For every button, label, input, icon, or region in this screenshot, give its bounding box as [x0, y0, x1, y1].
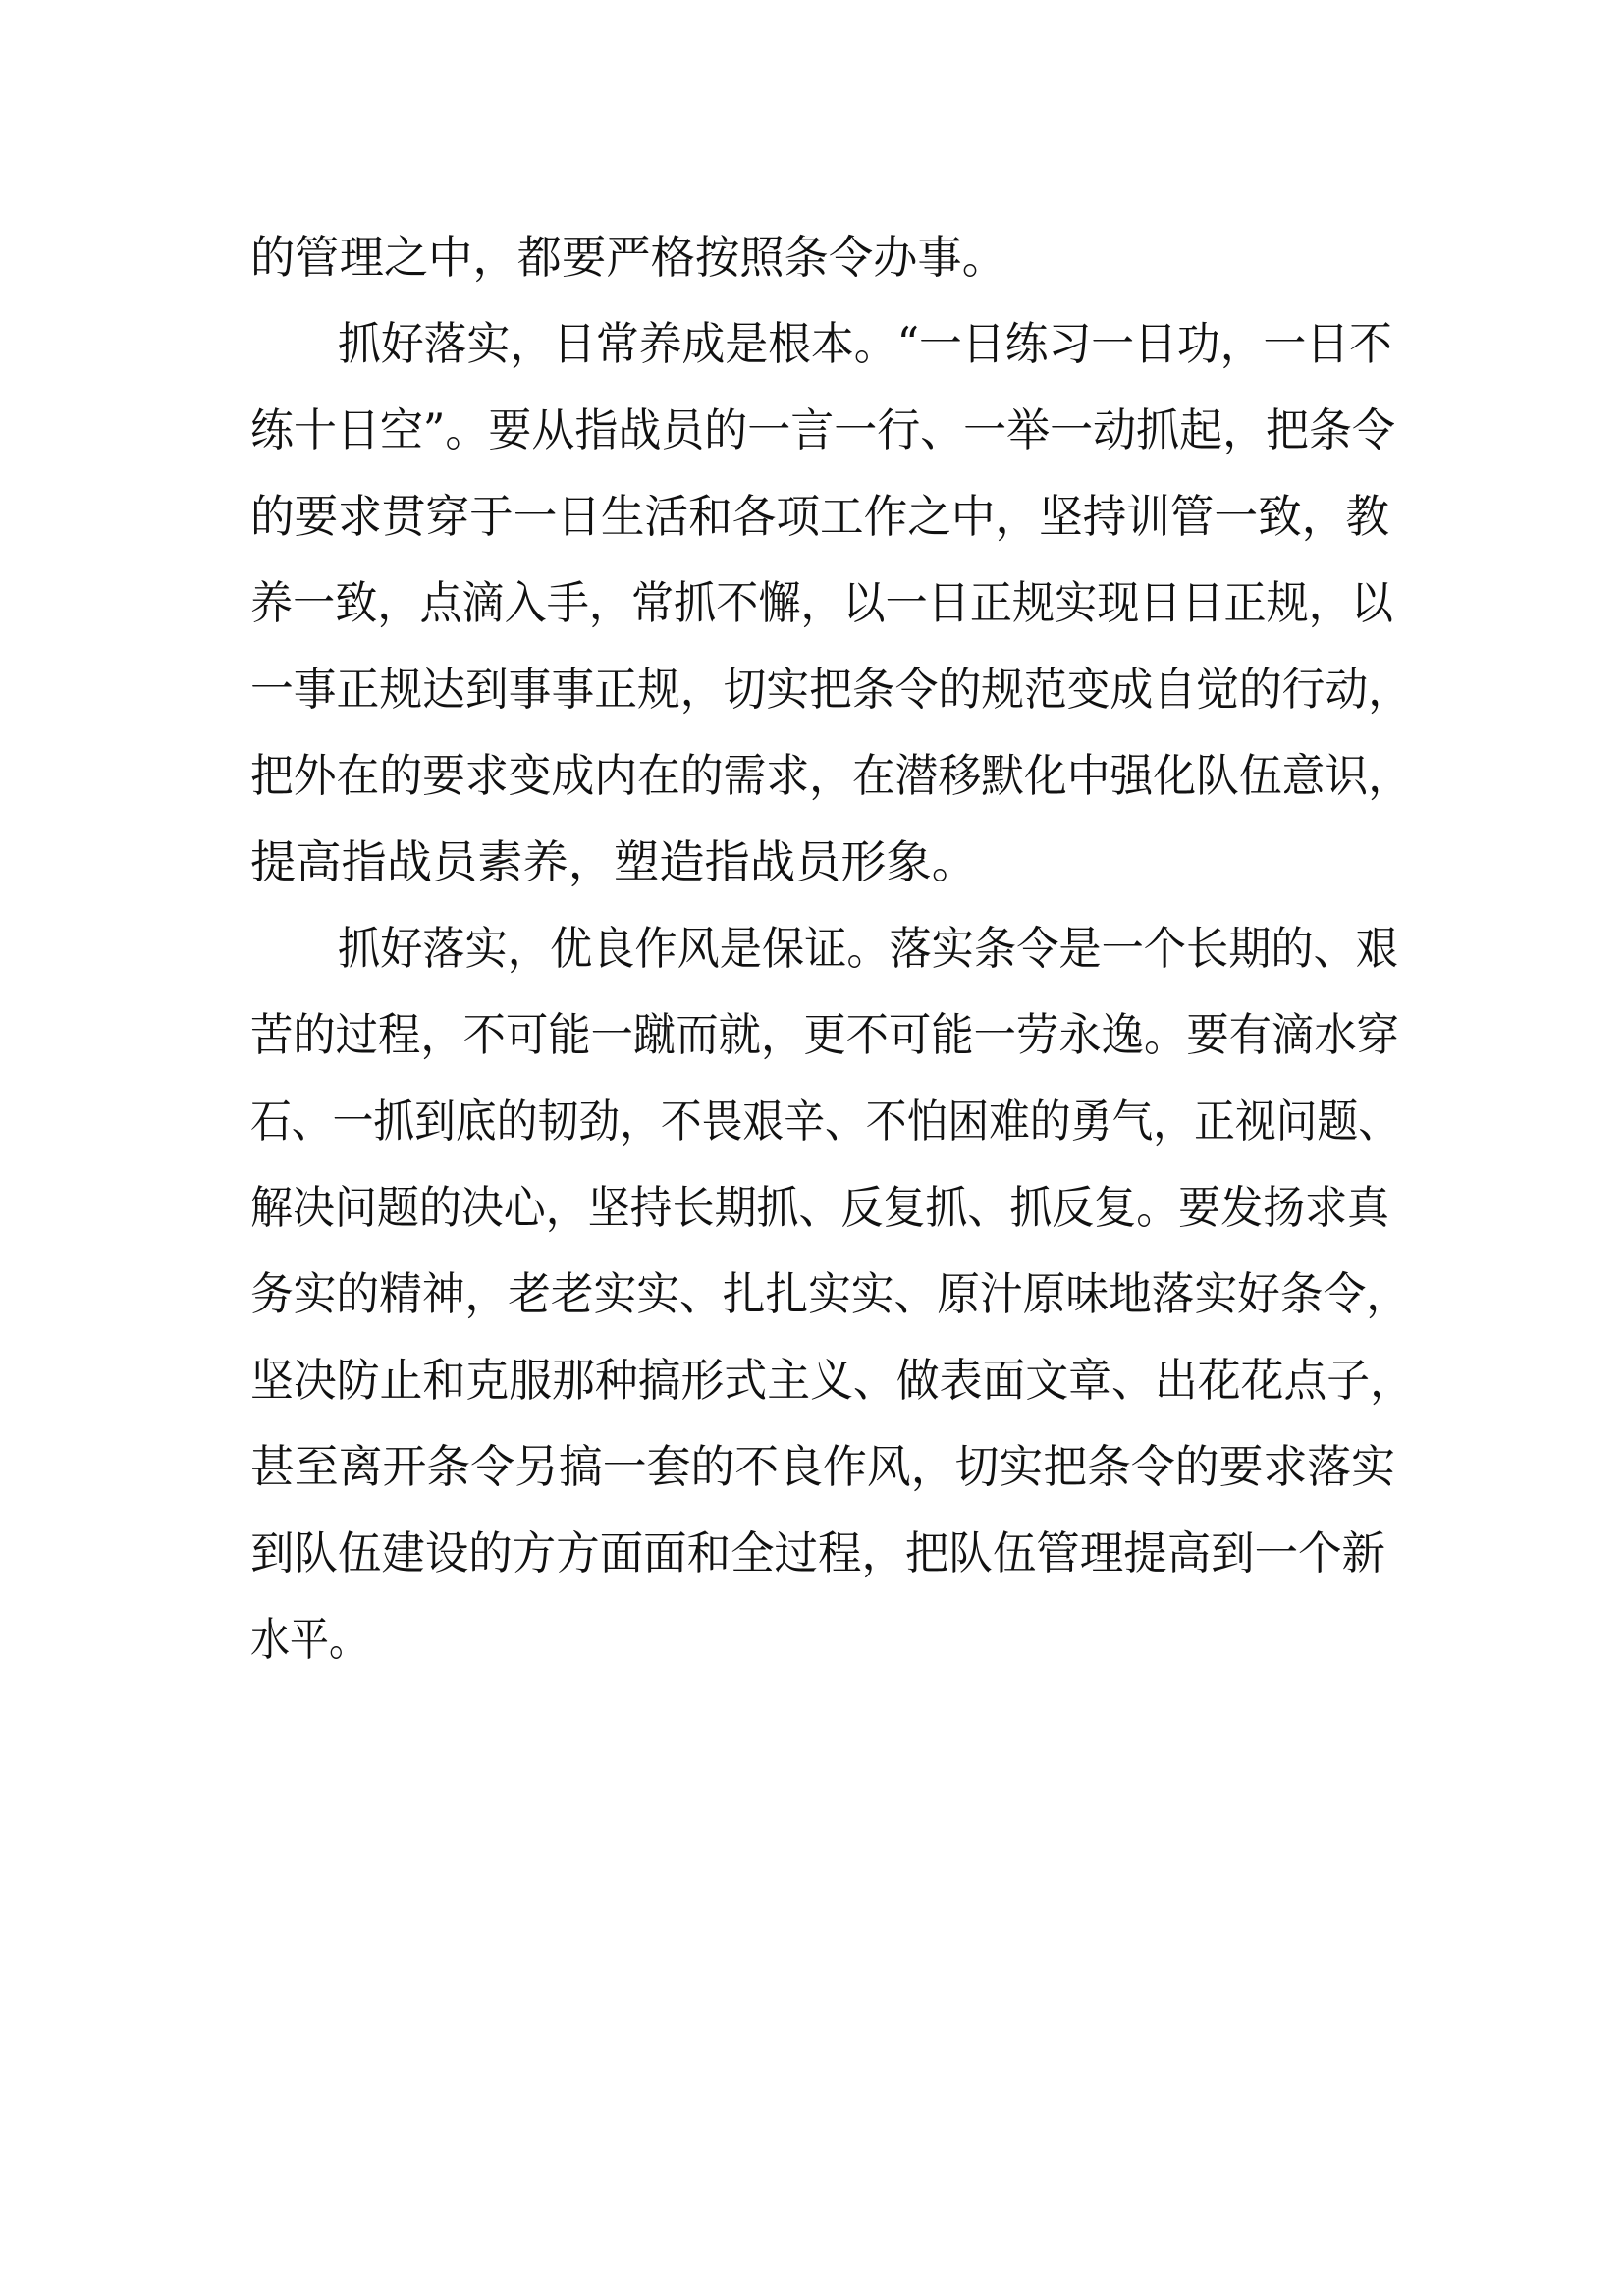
text-line [0, 1427, 1624, 1506]
text-line [0, 909, 1624, 988]
line-text: 水平。 [250, 1613, 368, 1666]
line-text: 把外在的要求变成内在的需求，在潜移默化中强化队伍意识， [250, 749, 1411, 802]
text-line [0, 1514, 1624, 1592]
text-line [0, 304, 1624, 383]
text-line [0, 563, 1624, 642]
line-text: 石、一抓到底的韧劲，不畏艰辛、不怕困难的勇气，正视问题、 [250, 1095, 1399, 1148]
text-line [0, 391, 1624, 469]
line-text: 到队伍建设的方方面面和全过程，把队伍管理提高到一个新 [250, 1526, 1385, 1579]
line-text: 一事正规达到事事正规，切实把条令的规范变成自觉的行动， [250, 663, 1411, 716]
line-text: 的管理之中，都要严格按照条令办事。 [250, 231, 1006, 284]
line-text: 甚至离开条令另搞一套的不良作风，切实把条令的要求落实 [250, 1440, 1395, 1493]
line-text: 苦的过程，不可能一蹴而就，更不可能一劳永逸。要有滴水穿 [250, 1008, 1399, 1061]
text-line [0, 1082, 1624, 1160]
text-line [0, 1168, 1624, 1247]
text-line [0, 477, 1624, 556]
text-line [0, 1600, 1624, 1679]
line-text: 务实的精神，老老实实、扎扎实实、原汁原味地落实好条令， [250, 1267, 1409, 1320]
line-text: 坚决防止和克服那种搞形式主义、做表面文章、出花花点子， [250, 1354, 1413, 1407]
text-line [0, 218, 1624, 296]
line-text: 抓好落实，日常养成是根本。“一日练习一日功，一日不 [338, 317, 1392, 370]
text-line [0, 995, 1624, 1074]
text-line [0, 1255, 1624, 1333]
line-text: 解决问题的决心，坚持长期抓、反复抓、抓反复。要发扬求真 [250, 1181, 1389, 1234]
text-line [0, 650, 1624, 728]
text-line [0, 1341, 1624, 1419]
line-text: 抓好落实，优良作风是保证。落实条令是一个长期的、艰 [338, 922, 1398, 975]
text-line [0, 736, 1624, 815]
line-text: 养一致，点滴入手，常抓不懈，以一日正规实现日日正规，以 [250, 576, 1393, 629]
line-text: 的要求贯穿于一日生活和各项工作之中，坚持训管一致，教 [250, 490, 1389, 543]
line-text: 练十日空”。要从指战员的一言一行、一举一动抓起，把条令 [250, 403, 1395, 456]
text-line [0, 823, 1624, 901]
line-text: 提高指战员素养，塑造指战员形象。 [250, 835, 977, 888]
